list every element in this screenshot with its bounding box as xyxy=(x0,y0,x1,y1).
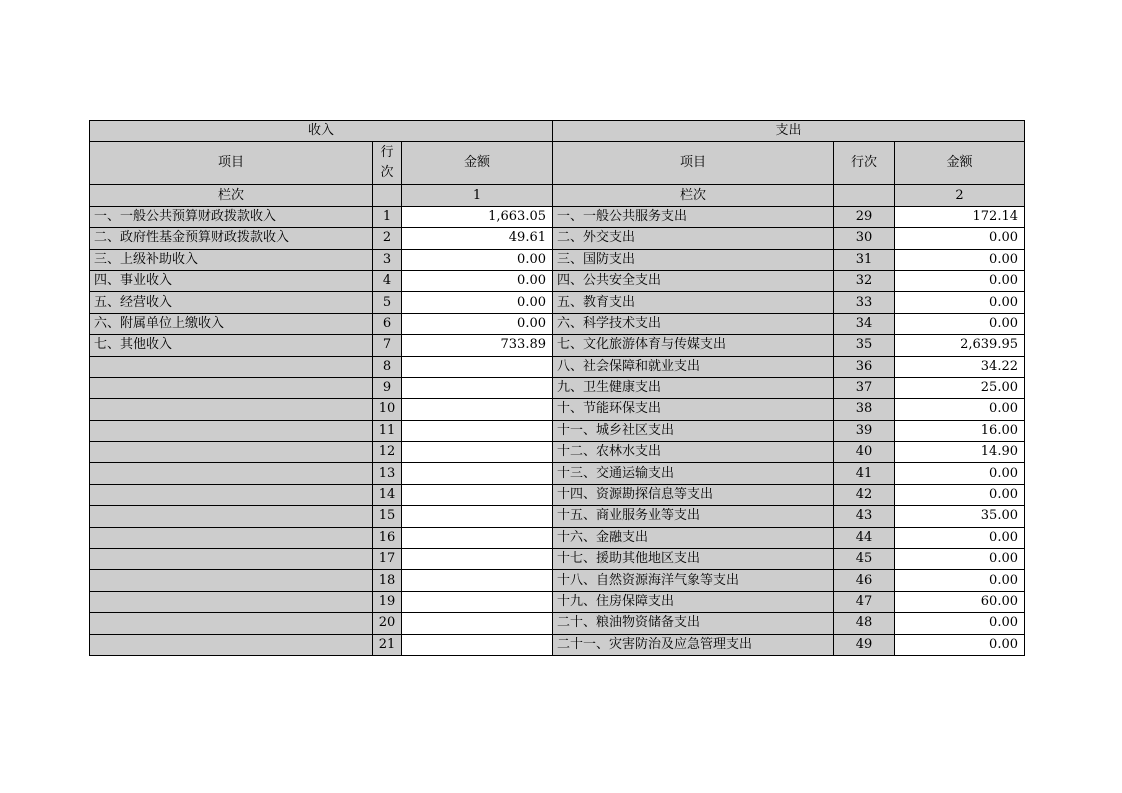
expense-item-cell: 八、社会保障和就业支出 xyxy=(553,356,834,377)
expense-item-cell: 六、科学技术支出 xyxy=(553,313,834,334)
expense-line-cell: 41 xyxy=(834,463,895,484)
income-item-cell: 三、上级补助收入 xyxy=(90,249,373,270)
income-line-cell: 15 xyxy=(373,506,402,527)
income-item-cell xyxy=(90,377,373,398)
expense-line-cell: 32 xyxy=(834,270,895,291)
table-row xyxy=(90,377,1025,398)
expense-column-number: 2 xyxy=(895,185,1025,206)
income-line-cell: 6 xyxy=(373,313,402,334)
expense-amount-cell: 35.00 xyxy=(895,506,1025,527)
income-amount-cell xyxy=(402,377,553,398)
income-item-header: 项目 xyxy=(90,142,373,185)
income-line-cell: 5 xyxy=(373,292,402,313)
expense-item-cell: 十二、农林水支出 xyxy=(553,442,834,463)
income-item-cell: 七、其他收入 xyxy=(90,335,373,356)
income-amount-cell: 1,663.05 xyxy=(402,206,553,227)
expense-amount-cell: 34.22 xyxy=(895,356,1025,377)
expense-amount-cell: 14.90 xyxy=(895,442,1025,463)
income-amount-cell xyxy=(402,356,553,377)
expense-line-cell: 35 xyxy=(834,335,895,356)
income-item-cell xyxy=(90,613,373,634)
income-item-cell xyxy=(90,591,373,612)
expense-item-cell: 九、卫生健康支出 xyxy=(553,377,834,398)
income-line-cell: 16 xyxy=(373,527,402,548)
income-item-cell: 四、事业收入 xyxy=(90,270,373,291)
income-item-cell xyxy=(90,506,373,527)
expense-line-cell: 48 xyxy=(834,613,895,634)
expense-line-cell: 30 xyxy=(834,228,895,249)
income-amount-cell xyxy=(402,484,553,505)
income-item-cell xyxy=(90,399,373,420)
income-amount-cell: 0.00 xyxy=(402,292,553,313)
expense-line-cell: 29 xyxy=(834,206,895,227)
table-row xyxy=(90,249,1025,270)
income-item-cell xyxy=(90,527,373,548)
income-amount-cell: 0.00 xyxy=(402,313,553,334)
income-section-title: 收入 xyxy=(90,121,553,142)
income-line-cell: 20 xyxy=(373,613,402,634)
income-amount-cell xyxy=(402,634,553,655)
income-item-cell xyxy=(90,356,373,377)
expense-item-cell: 二十一、灾害防治及应急管理支出 xyxy=(553,634,834,655)
table-row xyxy=(90,206,1025,227)
income-line-cell: 7 xyxy=(373,335,402,356)
income-line-cell: 11 xyxy=(373,420,402,441)
income-line-cell: 19 xyxy=(373,591,402,612)
income-amount-cell xyxy=(402,506,553,527)
expense-line-cell: 45 xyxy=(834,549,895,570)
expense-amount-cell: 0.00 xyxy=(895,249,1025,270)
table-row xyxy=(90,442,1025,463)
income-item-cell xyxy=(90,442,373,463)
table-row xyxy=(90,292,1025,313)
expense-line-cell: 49 xyxy=(834,634,895,655)
income-amount-cell xyxy=(402,420,553,441)
expense-item-cell: 十六、金融支出 xyxy=(553,527,834,548)
expense-amount-cell: 2,639.95 xyxy=(895,335,1025,356)
income-item-cell: 五、经营收入 xyxy=(90,292,373,313)
expense-line-cell: 43 xyxy=(834,506,895,527)
expense-line-cell: 36 xyxy=(834,356,895,377)
expense-line-cell: 39 xyxy=(834,420,895,441)
income-line-cell: 13 xyxy=(373,463,402,484)
income-amount-cell xyxy=(402,399,553,420)
income-line-cell: 1 xyxy=(373,206,402,227)
income-line-cell: 2 xyxy=(373,228,402,249)
income-line-cell: 8 xyxy=(373,356,402,377)
expense-line-cell: 46 xyxy=(834,570,895,591)
income-line-cell: 17 xyxy=(373,549,402,570)
expense-amount-cell: 0.00 xyxy=(895,313,1025,334)
expense-amount-cell: 0.00 xyxy=(895,292,1025,313)
expense-item-cell: 十四、资源勘探信息等支出 xyxy=(553,484,834,505)
income-line-cell: 4 xyxy=(373,270,402,291)
expense-line-header: 行次 xyxy=(834,142,895,185)
table-row xyxy=(90,356,1025,377)
expense-amount-cell: 25.00 xyxy=(895,377,1025,398)
income-line-cell: 14 xyxy=(373,484,402,505)
income-amount-cell xyxy=(402,527,553,548)
expense-line-cell: 42 xyxy=(834,484,895,505)
table-row xyxy=(90,484,1025,505)
table-row xyxy=(90,270,1025,291)
column-index-row xyxy=(90,185,1025,206)
expense-item-cell: 三、国防支出 xyxy=(553,249,834,270)
table-row xyxy=(90,420,1025,441)
income-amount-cell xyxy=(402,549,553,570)
expense-amount-cell: 0.00 xyxy=(895,549,1025,570)
income-line-cell: 9 xyxy=(373,377,402,398)
expense-amount-cell: 0.00 xyxy=(895,484,1025,505)
expense-line-cell: 33 xyxy=(834,292,895,313)
expense-amount-header: 金额 xyxy=(895,142,1025,185)
expense-amount-cell: 0.00 xyxy=(895,613,1025,634)
table-row xyxy=(90,613,1025,634)
income-item-cell xyxy=(90,570,373,591)
expense-line-cell: 34 xyxy=(834,313,895,334)
expense-column-blank xyxy=(834,185,895,206)
expense-column-label: 栏次 xyxy=(553,185,834,206)
expense-item-cell: 二、外交支出 xyxy=(553,228,834,249)
income-item-cell: 六、附属单位上缴收入 xyxy=(90,313,373,334)
expense-amount-cell: 172.14 xyxy=(895,206,1025,227)
income-item-cell xyxy=(90,463,373,484)
column-header-row xyxy=(90,142,1025,185)
table-row xyxy=(90,634,1025,655)
income-amount-cell: 733.89 xyxy=(402,335,553,356)
expense-amount-cell: 0.00 xyxy=(895,634,1025,655)
table-row xyxy=(90,549,1025,570)
table-row xyxy=(90,527,1025,548)
income-line-header: 行 次 xyxy=(373,142,402,185)
expense-item-cell: 十九、住房保障支出 xyxy=(553,591,834,612)
income-line-cell: 3 xyxy=(373,249,402,270)
income-expense-table xyxy=(89,120,1025,656)
section-header-row xyxy=(90,121,1025,142)
expense-amount-cell: 0.00 xyxy=(895,463,1025,484)
expense-item-cell: 五、教育支出 xyxy=(553,292,834,313)
income-item-cell xyxy=(90,484,373,505)
income-line-cell: 18 xyxy=(373,570,402,591)
table-row xyxy=(90,335,1025,356)
income-column-blank xyxy=(373,185,402,206)
table-row xyxy=(90,463,1025,484)
table-row xyxy=(90,591,1025,612)
expense-amount-cell: 0.00 xyxy=(895,270,1025,291)
income-line-cell: 12 xyxy=(373,442,402,463)
income-line-cell: 21 xyxy=(373,634,402,655)
expense-line-cell: 40 xyxy=(834,442,895,463)
expense-amount-cell: 0.00 xyxy=(895,228,1025,249)
table-row xyxy=(90,228,1025,249)
expense-line-cell: 37 xyxy=(834,377,895,398)
table-row xyxy=(90,399,1025,420)
income-amount-header: 金额 xyxy=(402,142,553,185)
expense-item-cell: 十一、城乡社区支出 xyxy=(553,420,834,441)
income-amount-cell xyxy=(402,463,553,484)
income-item-cell xyxy=(90,549,373,570)
income-amount-cell: 49.61 xyxy=(402,228,553,249)
expense-item-cell: 十、节能环保支出 xyxy=(553,399,834,420)
income-item-cell xyxy=(90,420,373,441)
income-item-cell xyxy=(90,634,373,655)
expense-item-cell: 一、一般公共服务支出 xyxy=(553,206,834,227)
expense-line-cell: 31 xyxy=(834,249,895,270)
expense-item-cell: 十五、商业服务业等支出 xyxy=(553,506,834,527)
income-column-number: 1 xyxy=(402,185,553,206)
expense-line-cell: 44 xyxy=(834,527,895,548)
income-amount-cell xyxy=(402,442,553,463)
expense-amount-cell: 0.00 xyxy=(895,570,1025,591)
expense-section-title: 支出 xyxy=(553,121,1025,142)
income-line-cell: 10 xyxy=(373,399,402,420)
table-row xyxy=(90,570,1025,591)
expense-item-cell: 七、文化旅游体育与传媒支出 xyxy=(553,335,834,356)
income-amount-cell: 0.00 xyxy=(402,270,553,291)
income-column-label: 栏次 xyxy=(90,185,373,206)
expense-item-header: 项目 xyxy=(553,142,834,185)
income-item-cell: 一、一般公共预算财政拨款收入 xyxy=(90,206,373,227)
expense-line-cell: 38 xyxy=(834,399,895,420)
expense-item-cell: 四、公共安全支出 xyxy=(553,270,834,291)
income-amount-cell xyxy=(402,613,553,634)
income-amount-cell xyxy=(402,591,553,612)
expense-item-cell: 二十、粮油物资储备支出 xyxy=(553,613,834,634)
income-amount-cell xyxy=(402,570,553,591)
expense-item-cell: 十三、交通运输支出 xyxy=(553,463,834,484)
table-row xyxy=(90,313,1025,334)
income-amount-cell: 0.00 xyxy=(402,249,553,270)
expense-amount-cell: 60.00 xyxy=(895,591,1025,612)
income-item-cell: 二、政府性基金预算财政拨款收入 xyxy=(90,228,373,249)
expense-amount-cell: 0.00 xyxy=(895,527,1025,548)
expense-amount-cell: 16.00 xyxy=(895,420,1025,441)
expense-line-cell: 47 xyxy=(834,591,895,612)
expense-item-cell: 十八、自然资源海洋气象等支出 xyxy=(553,570,834,591)
expense-item-cell: 十七、援助其他地区支出 xyxy=(553,549,834,570)
table-row xyxy=(90,506,1025,527)
expense-amount-cell: 0.00 xyxy=(895,399,1025,420)
